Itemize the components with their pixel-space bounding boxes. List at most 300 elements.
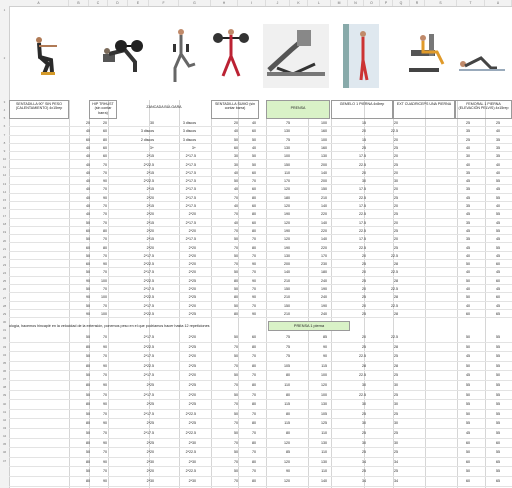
row-number[interactable]: 11 [2,165,7,170]
table-cell[interactable]: 50 [234,237,238,242]
table-cell[interactable]: 25 [362,295,366,300]
table-cell[interactable]: 75 [286,354,290,359]
table-cell[interactable]: 70 [252,392,256,397]
table-cell[interactable]: 25 [362,431,366,435]
table-cell[interactable]: 25 [394,469,398,474]
table-cell[interactable]: 25 [362,262,366,267]
table-cell[interactable]: 80 [252,421,256,426]
table-cell[interactable]: 2*17.5 [143,373,154,378]
column-letter[interactable]: E [128,0,149,6]
table-cell[interactable]: 65 [496,459,500,464]
table-cell[interactable]: 3+ [149,145,154,150]
table-cell[interactable]: 45 [466,228,470,233]
table-cell[interactable]: 40 [466,270,470,275]
table-cell[interactable]: 160 [321,145,327,150]
table-cell[interactable]: 20 [394,204,398,208]
table-cell[interactable]: 100 [101,311,107,316]
table-cell[interactable]: 2*17.5 [143,287,154,291]
table-cell[interactable]: 2*25 [146,383,154,387]
table-cell[interactable]: 2*20 [146,450,154,455]
table-cell[interactable]: 2*20 [188,335,196,339]
table-cell[interactable]: 70 [103,212,107,217]
table-cell[interactable]: 25 [394,195,398,200]
table-cell[interactable]: 120 [284,237,290,242]
table-cell[interactable]: 65 [496,479,500,483]
table-cell[interactable]: 2*17.5 [143,392,154,397]
table-cell[interactable]: 55 [496,431,500,435]
table-cell[interactable]: 17.5 [359,204,366,208]
table-cell[interactable]: 25 [362,469,366,474]
row-number[interactable]: 37 [2,377,7,382]
table-cell[interactable]: 50 [86,411,90,416]
column-letter[interactable]: R [410,0,425,6]
table-cell[interactable]: 70 [103,303,107,308]
table-cell[interactable]: 80 [86,459,90,464]
table-cell[interactable]: 2*20 [188,270,196,275]
table-cell[interactable]: 50 [86,303,90,308]
table-cell[interactable]: 2*15 [146,187,154,192]
table-cell[interactable]: 2*25 [146,402,154,407]
table-cell[interactable]: 80 [252,383,256,387]
table-cell[interactable]: 34 [394,459,398,464]
table-cell[interactable]: 90 [86,295,90,300]
table-cell[interactable]: 80 [252,402,256,407]
table-cell[interactable]: 210 [321,195,327,200]
table-cell[interactable]: 50 [466,295,470,300]
table-cell[interactable]: 45 [466,212,470,217]
table-cell[interactable]: 70 [234,440,238,445]
table-cell[interactable]: 90 [103,195,107,200]
table-cell[interactable]: 60 [86,228,90,233]
table-cell[interactable]: 22.5 [359,392,366,397]
table-cell[interactable]: 25 [394,373,398,378]
table-cell[interactable]: 50 [252,154,256,159]
table-cell[interactable]: 2*15 [146,204,154,208]
table-cell[interactable]: 50 [466,344,470,349]
table-cell[interactable]: 2*17.5 [143,354,154,359]
table-cell[interactable]: 50 [86,270,90,275]
table-cell[interactable]: 70 [234,195,238,200]
table-cell[interactable]: 40 [86,212,90,217]
table-cell[interactable]: 2*17.5 [185,162,196,167]
table-cell[interactable]: 20 [362,253,366,258]
table-cell[interactable]: 22.5 [359,245,366,250]
column-letter[interactable]: Q [393,0,410,6]
table-cell[interactable]: 3 discos [140,129,154,134]
table-cell[interactable]: 2*22.5 [143,311,154,316]
table-cell[interactable]: 130 [284,145,290,150]
table-cell[interactable]: 190 [321,303,327,308]
table-cell[interactable]: 25 [394,354,398,359]
table-cell[interactable]: 190 [284,245,290,250]
table-cell[interactable]: 22.5 [391,287,398,291]
table-cell[interactable]: 55 [496,363,500,368]
table-cell[interactable]: 28 [394,295,398,300]
table-cell[interactable]: 40 [234,129,238,134]
table-cell[interactable]: 85 [323,335,327,339]
row-number[interactable]: 38 [2,385,7,390]
table-cell[interactable]: 60 [466,311,470,316]
table-cell[interactable]: 35 [466,170,470,175]
table-cell[interactable]: 90 [103,179,107,184]
table-cell[interactable]: 2 discos [140,137,154,142]
table-cell[interactable]: 80 [252,195,256,200]
table-cell[interactable]: 50 [234,303,238,308]
table-cell[interactable]: 25 [362,278,366,283]
header-prensa[interactable]: PRENSA [266,100,330,119]
table-cell[interactable]: 120 [284,204,290,208]
table-cell[interactable]: 2*17.5 [185,187,196,192]
table-cell[interactable]: 30 [394,383,398,387]
table-cell[interactable]: 2*25 [146,440,154,445]
table-cell[interactable]: 30 [466,154,470,159]
row-number[interactable]: 44 [2,434,7,439]
table-cell[interactable]: 50 [86,287,90,291]
table-cell[interactable]: 55 [496,354,500,359]
table-cell[interactable]: 40 [86,145,90,150]
table-cell[interactable]: 75 [286,137,290,142]
table-cell[interactable]: 70 [252,450,256,455]
table-cell[interactable]: 45 [496,253,500,258]
table-cell[interactable]: 190 [284,228,290,233]
table-cell[interactable]: 25 [362,411,366,416]
row-number[interactable]: 30 [2,320,7,325]
table-cell[interactable]: 25 [466,137,470,142]
table-cell[interactable]: 70 [103,220,107,225]
table-cell[interactable]: 80 [86,440,90,445]
table-cell[interactable]: 22.5 [391,253,398,258]
table-cell[interactable]: 2*25 [188,363,196,368]
table-cell[interactable]: 50 [234,137,238,142]
row-number[interactable]: 24 [2,271,7,276]
table-cell[interactable]: 25 [394,145,398,150]
table-cell[interactable]: 90 [252,262,256,267]
table-cell[interactable]: 40 [86,129,90,134]
row-number[interactable]: 47 [2,458,7,463]
table-cell[interactable]: 120 [284,479,290,483]
table-cell[interactable]: 50 [86,220,90,225]
table-cell[interactable]: 70 [103,204,107,208]
row-number[interactable]: 46 [2,450,7,455]
table-cell[interactable]: 20 [394,237,398,242]
table-cell[interactable]: 22.5 [359,354,366,359]
table-cell[interactable]: 40 [86,154,90,159]
table-cell[interactable]: 2*22.5 [143,179,154,184]
table-cell[interactable]: 50 [86,392,90,397]
table-cell[interactable]: 50 [234,411,238,416]
table-cell[interactable]: 2*20 [188,373,196,378]
table-cell[interactable]: 2*20 [146,228,154,233]
table-cell[interactable]: 2*25 [188,383,196,387]
column-letter[interactable]: N [348,0,364,6]
table-cell[interactable]: 220 [321,245,327,250]
row-number[interactable]: 20 [2,238,7,243]
table-cell[interactable]: 2*30 [146,479,154,483]
table-cell[interactable]: 90 [103,363,107,368]
table-cell[interactable]: 130 [284,129,290,134]
table-cell[interactable]: 25 [466,121,470,125]
table-cell[interactable]: 80 [86,363,90,368]
table-cell[interactable]: 35 [496,145,500,150]
table-cell[interactable]: 20 [86,121,90,125]
table-cell[interactable]: 90 [323,344,327,349]
table-cell[interactable]: 2*17.5 [185,237,196,242]
table-cell[interactable]: 110 [321,469,327,474]
row-number[interactable]: 42 [2,417,7,422]
table-cell[interactable]: 55 [496,469,500,474]
table-cell[interactable]: 85 [286,450,290,455]
table-cell[interactable]: 80 [86,344,90,349]
table-cell[interactable]: 2*17.5 [143,303,154,308]
table-cell[interactable]: 50 [466,469,470,474]
table-cell[interactable]: 210 [284,295,290,300]
row-number[interactable]: 5 [3,116,6,121]
table-cell[interactable]: 2*20 [146,195,154,200]
table-cell[interactable]: 50 [496,373,500,378]
table-cell[interactable]: 90 [103,402,107,407]
table-cell[interactable]: 35 [496,137,500,142]
table-cell[interactable]: 2*17.5 [185,195,196,200]
table-cell[interactable]: 60 [252,220,256,225]
table-cell[interactable]: 105 [284,363,290,368]
table-cell[interactable]: 120 [321,383,327,387]
table-cell[interactable]: 80 [234,278,238,283]
table-cell[interactable]: 70 [234,402,238,407]
table-cell[interactable]: 40 [252,145,256,150]
table-cell[interactable]: 40 [86,195,90,200]
table-cell[interactable]: 2*20 [188,392,196,397]
table-cell[interactable]: 2*17.5 [185,204,196,208]
table-cell[interactable]: 50 [86,354,90,359]
table-cell[interactable]: 70 [234,245,238,250]
table-cell[interactable]: 28 [362,363,366,368]
table-cell[interactable]: 28 [394,278,398,283]
table-cell[interactable]: 190 [284,212,290,217]
table-cell[interactable]: 17.5 [359,220,366,225]
table-cell[interactable]: 55 [496,245,500,250]
table-cell[interactable]: 100 [101,278,107,283]
table-cell[interactable]: 3 discos [182,129,196,134]
table-cell[interactable]: 25 [394,392,398,397]
prensa-1-pierna-label[interactable]: PRENSA 1 pierna [268,321,350,331]
table-cell[interactable]: 25 [362,450,366,455]
table-cell[interactable]: 70 [252,303,256,308]
table-cell[interactable]: 90 [103,459,107,464]
table-cell[interactable]: 55 [496,383,500,387]
table-cell[interactable]: 150 [284,287,290,291]
row-number[interactable]: 25 [2,279,7,284]
table-cell[interactable]: 40 [86,179,90,184]
table-cell[interactable]: 20 [103,121,107,125]
row-number[interactable]: 22 [2,254,7,259]
table-cell[interactable]: 110 [321,431,327,435]
table-cell[interactable]: 90 [286,469,290,474]
row-number[interactable]: 41 [2,409,7,414]
table-cell[interactable]: 70 [103,450,107,455]
table-cell[interactable]: 90 [252,311,256,316]
table-cell[interactable]: 140 [321,204,327,208]
table-cell[interactable]: 22.5 [359,373,366,378]
row-number[interactable]: 19 [2,230,7,235]
table-cell[interactable]: 60 [252,170,256,175]
table-cell[interactable]: 70 [234,421,238,426]
table-cell[interactable]: 30 [362,421,366,426]
table-cell[interactable]: 70 [252,270,256,275]
table-cell[interactable]: 110 [284,383,290,387]
table-cell[interactable]: 40 [234,220,238,225]
table-cell[interactable]: 2*20 [188,287,196,291]
table-cell[interactable]: 28 [394,344,398,349]
table-cell[interactable]: 80 [234,295,238,300]
table-cell[interactable]: 28 [394,262,398,267]
table-cell[interactable]: 50 [252,137,256,142]
table-cell[interactable]: 50 [86,335,90,339]
column-letter[interactable]: U [485,0,512,6]
table-cell[interactable]: 40 [496,129,500,134]
table-cell[interactable]: 200 [284,262,290,267]
table-cell[interactable]: 115 [284,421,290,426]
table-cell[interactable]: 20 [362,335,366,339]
table-cell[interactable]: 80 [252,479,256,483]
table-cell[interactable]: 70 [103,431,107,435]
table-cell[interactable]: 55 [496,421,500,426]
table-cell[interactable]: 70 [103,469,107,474]
table-cell[interactable]: 60 [103,145,107,150]
table-cell[interactable]: 55 [496,179,500,184]
column-letter[interactable]: H [211,0,238,6]
table-cell[interactable]: 2*22.5 [143,295,154,300]
row-number[interactable]: 23 [2,263,7,267]
table-cell[interactable]: 45 [466,431,470,435]
table-cell[interactable]: 45 [496,303,500,308]
table-cell[interactable]: 45 [466,195,470,200]
table-cell[interactable]: 2*17.5 [143,270,154,275]
table-cell[interactable]: 30 [394,421,398,426]
table-cell[interactable]: 180 [284,195,290,200]
table-cell[interactable]: 55 [496,411,500,416]
table-cell[interactable]: 60 [252,129,256,134]
table-cell[interactable]: 25 [362,145,366,150]
table-cell[interactable]: 80 [86,402,90,407]
row-number[interactable]: 32 [2,336,7,341]
table-cell[interactable]: 2*20 [188,253,196,258]
table-cell[interactable]: 2*30 [188,479,196,483]
table-cell[interactable]: 130 [321,459,327,464]
row-number[interactable]: 34 [2,352,7,357]
table-cell[interactable]: 100 [101,295,107,300]
table-cell[interactable]: 60 [466,479,470,483]
table-cell[interactable]: 55 [496,344,500,349]
table-cell[interactable]: 25 [394,450,398,455]
table-cell[interactable]: 22.5 [391,270,398,275]
table-cell[interactable]: 3+ [191,145,196,150]
table-cell[interactable]: 70 [103,162,107,167]
table-cell[interactable]: 2*22.5 [185,450,196,455]
table-cell[interactable]: 90 [252,278,256,283]
table-cell[interactable]: 240 [321,278,327,283]
table-cell[interactable]: 2*17.5 [185,220,196,225]
table-cell[interactable]: 40 [466,253,470,258]
table-cell[interactable]: 55 [496,392,500,397]
table-cell[interactable]: 45 [496,270,500,275]
table-cell[interactable]: 17.5 [359,154,366,159]
table-cell[interactable]: 140 [321,170,327,175]
row-number[interactable]: 13 [2,181,7,186]
column-letter[interactable]: D [108,0,128,6]
table-cell[interactable]: 130 [321,440,327,445]
table-cell[interactable]: 70 [103,170,107,175]
table-cell[interactable]: 140 [321,237,327,242]
row-number[interactable]: 17 [2,214,7,219]
table-cell[interactable]: 2*20 [188,228,196,233]
table-cell[interactable]: 34 [394,479,398,483]
table-cell[interactable]: 40 [496,170,500,175]
table-cell[interactable]: 70 [103,270,107,275]
table-cell[interactable]: 2*20 [146,469,154,474]
table-cell[interactable]: 2*17.5 [143,411,154,416]
table-cell[interactable]: 22.5 [359,228,366,233]
table-cell[interactable]: 60 [86,245,90,250]
table-cell[interactable]: 2*22.5 [143,344,154,349]
table-cell[interactable]: 75 [286,344,290,349]
table-cell[interactable]: 230 [321,262,327,267]
table-cell[interactable]: 55 [466,402,470,407]
table-cell[interactable]: 55 [496,195,500,200]
table-cell[interactable]: 50 [466,392,470,397]
table-cell[interactable]: 40 [466,287,470,291]
table-cell[interactable]: 70 [252,431,256,435]
header-femoral[interactable]: FEMORAL 1 PIERNA (ELEVACIÓN PELVIS) 4x15rep [455,100,512,119]
table-cell[interactable]: 2*20 [188,354,196,359]
table-cell[interactable]: 2*22.5 [143,363,154,368]
table-cell[interactable]: 115 [284,402,290,407]
table-cell[interactable]: 70 [103,373,107,378]
table-cell[interactable]: 40 [234,204,238,208]
table-cell[interactable]: 28 [394,311,398,316]
column-letter[interactable]: C [89,0,108,6]
table-cell[interactable]: 50 [234,431,238,435]
table-cell[interactable]: 40 [234,170,238,175]
table-cell[interactable]: 2*20 [188,212,196,217]
table-cell[interactable]: 45 [496,220,500,225]
table-cell[interactable]: 50 [234,335,238,339]
table-cell[interactable]: 50 [466,411,470,416]
table-cell[interactable]: 60 [86,137,90,142]
table-cell[interactable]: 90 [103,344,107,349]
table-cell[interactable]: 70 [103,237,107,242]
column-letter[interactable]: A [9,0,69,6]
table-cell[interactable]: 2*30 [188,459,196,464]
table-cell[interactable]: 110 [321,450,327,455]
table-cell[interactable]: 3 discos [182,121,196,125]
table-cell[interactable]: 25 [394,411,398,416]
row-number[interactable]: 35 [2,360,7,365]
table-cell[interactable]: 80 [286,392,290,397]
table-cell[interactable]: 2*22.5 [185,411,196,416]
row-number[interactable]: 31 [2,328,7,333]
table-cell[interactable]: 50 [466,335,470,339]
table-cell[interactable]: 70 [103,287,107,291]
table-cell[interactable]: 2*17.5 [185,154,196,159]
table-cell[interactable]: 60 [234,145,238,150]
table-cell[interactable]: 45 [466,179,470,184]
table-cell[interactable]: 22.5 [359,195,366,200]
table-cell[interactable]: 20 [362,129,366,134]
table-cell[interactable]: 2*25 [188,344,196,349]
column-letter[interactable]: G [179,0,211,6]
column-letter[interactable]: I [238,0,266,6]
table-cell[interactable]: 2*20 [188,303,196,308]
